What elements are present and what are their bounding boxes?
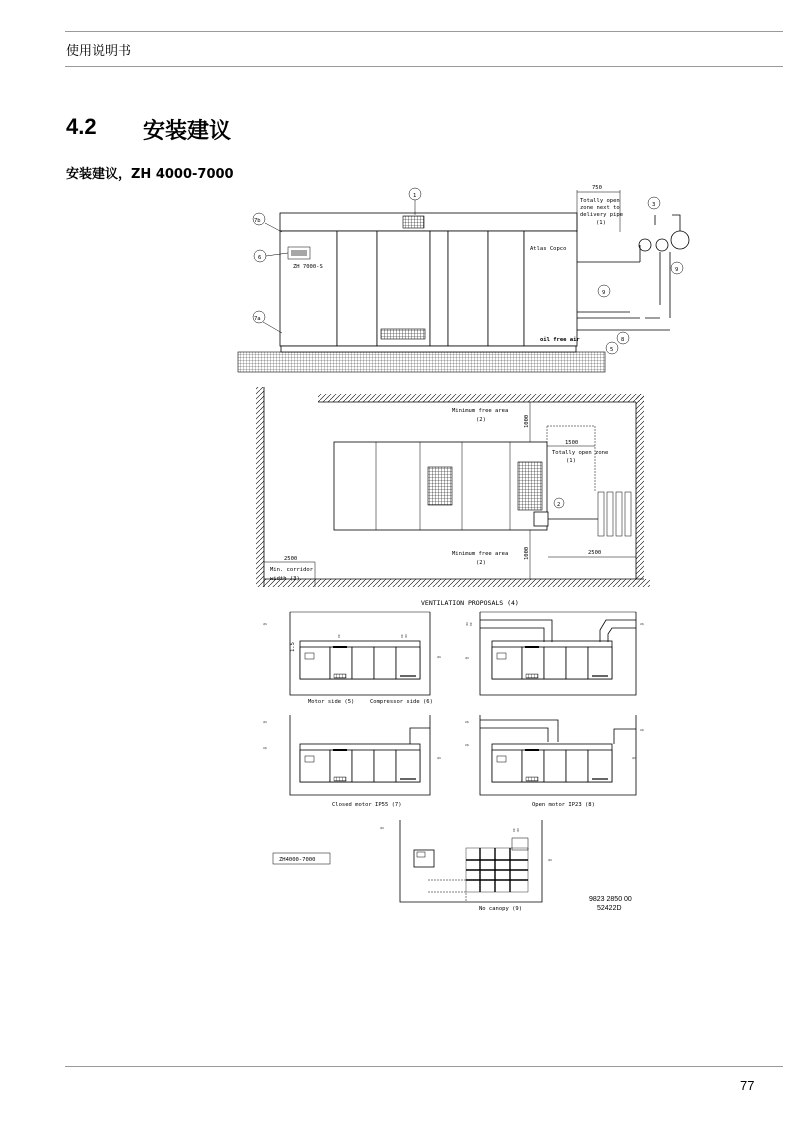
pipe-end-3 <box>671 231 689 249</box>
canopy-top <box>280 213 577 231</box>
callout-1: 1 <box>413 193 417 199</box>
pipe-risers <box>640 245 670 330</box>
svg-text:⇦: ⇦ <box>380 824 384 832</box>
callout-9b: 9 <box>675 267 679 273</box>
svg-text:⇧: ⇧ <box>337 632 341 640</box>
svg-text:⇨: ⇨ <box>640 620 644 628</box>
running-header: 使用说明书 <box>66 44 132 59</box>
cabinet-control <box>280 231 337 346</box>
min-free-bottom-ref: (2) <box>476 560 486 566</box>
svg-text:⇦: ⇦ <box>465 654 469 662</box>
cabinet-panel-1 <box>337 231 377 346</box>
wall-left <box>256 387 264 587</box>
callout-8: 8 <box>621 337 625 343</box>
motor-side-label: Motor side (5) <box>308 699 355 705</box>
subsection-title: 安装建议，ZH 4000-7000 <box>66 167 234 182</box>
vent-panel-open-motor <box>465 715 644 808</box>
dim-1500: 1500 <box>565 440 579 446</box>
open-zone-l4: (1) <box>596 220 606 226</box>
footer-rule <box>65 1066 783 1067</box>
open-zone-l3: delivery pipe <box>580 212 624 218</box>
doc-number: 9823 2850 00 <box>589 896 632 903</box>
brand-label: Atlas Copco <box>530 246 567 252</box>
ventilation-proposals <box>263 599 644 912</box>
dim-2500-left: 2500 <box>284 556 298 562</box>
svg-text:⇦: ⇦ <box>437 653 441 661</box>
open-zone-l2: zone next to <box>580 205 620 211</box>
svg-text:⇨: ⇨ <box>465 718 469 726</box>
open-zone-ref: (1) <box>566 458 576 464</box>
closed-motor-label: Closed motor IP55 (7) <box>332 802 402 808</box>
callout-7a: 7a <box>254 316 261 322</box>
pipe-end-2 <box>656 239 668 251</box>
front-elevation-view <box>238 185 689 372</box>
dim-750: 750 <box>592 185 602 191</box>
corridor-l1: Min. corridor <box>270 567 314 573</box>
callout-2: 2 <box>557 502 561 508</box>
svg-text:⇦: ⇦ <box>548 856 552 864</box>
dim-1-5: 1.5 <box>290 642 296 652</box>
page-number: 77 <box>740 1078 755 1093</box>
floor-grid <box>238 352 605 372</box>
top-vent-grille <box>403 216 424 228</box>
corridor-l2: width (3) <box>270 576 300 582</box>
min-free-top-ref: (2) <box>476 417 486 423</box>
svg-text:⇦: ⇦ <box>263 620 267 628</box>
wall-bottom <box>264 579 650 587</box>
compressor-side-label: Compressor side (6) <box>370 699 433 705</box>
no-canopy-label: No canopy (9) <box>479 906 523 912</box>
svg-text:⇨: ⇨ <box>640 726 644 734</box>
vent-panel-motor-compressor <box>263 612 441 705</box>
doc-code: 52422D <box>597 905 622 912</box>
svg-text:⇦: ⇦ <box>263 718 267 726</box>
open-motor-label: Open motor IP23 (8) <box>532 802 595 808</box>
min-free-bottom: Minimum free area <box>452 551 509 557</box>
callout-7b: 7b <box>254 218 261 224</box>
svg-text:⇧⇩: ⇧⇩ <box>400 632 408 640</box>
section-title: 安装建议 <box>143 119 232 144</box>
open-zone-label: Totally open zone <box>552 450 609 456</box>
wall-right <box>636 394 644 579</box>
delivery-pipe <box>655 215 680 231</box>
base-frame <box>281 346 576 352</box>
min-free-top: Minimum free area <box>452 408 509 414</box>
plan-view <box>256 387 650 587</box>
svg-text:⇦: ⇦ <box>632 754 636 762</box>
cabinet-panel-3 <box>430 231 448 346</box>
vent-panel-ducted-top <box>465 612 644 695</box>
model-box-label: ZH4000-7000 <box>279 857 316 863</box>
svg-text:⇧⇩: ⇧⇩ <box>512 826 520 834</box>
plan-grille-1 <box>428 467 452 505</box>
svg-text:⇩⇧: ⇩⇧ <box>465 620 473 628</box>
vent-panel-no-canopy <box>380 820 552 912</box>
svg-text:⇨: ⇨ <box>465 741 469 749</box>
callout-9a: 9 <box>602 290 606 296</box>
cabinet-panel-5 <box>488 231 524 346</box>
callout-5: 5 <box>610 347 614 353</box>
wall-top <box>318 394 644 402</box>
oil-free-label: oil free air <box>540 337 580 343</box>
svg-text:⇨: ⇨ <box>263 744 267 752</box>
display-model-label: ZH 7000-S <box>293 264 323 270</box>
plan-grille-2 <box>518 462 542 510</box>
callout-3: 3 <box>652 202 656 208</box>
dim-1000-top: 1000 <box>524 414 530 428</box>
bottom-vent-grille <box>381 329 425 339</box>
dim-1000-bottom: 1000 <box>524 546 530 560</box>
svg-text:⇦: ⇦ <box>437 754 441 762</box>
ventilation-title: VENTILATION PROPOSALS (4) <box>421 599 519 607</box>
cabinet-panel-4 <box>448 231 488 346</box>
pipe-lines <box>577 262 645 330</box>
section-number: 4.2 <box>66 114 97 139</box>
open-zone-l1: Totally open <box>580 198 620 204</box>
vent-panel-closed-motor <box>263 715 441 808</box>
dim-2500-right: 2500 <box>588 550 602 556</box>
display-screen <box>291 250 307 256</box>
pipe-end-1 <box>639 239 651 251</box>
callout-6: 6 <box>258 255 262 261</box>
